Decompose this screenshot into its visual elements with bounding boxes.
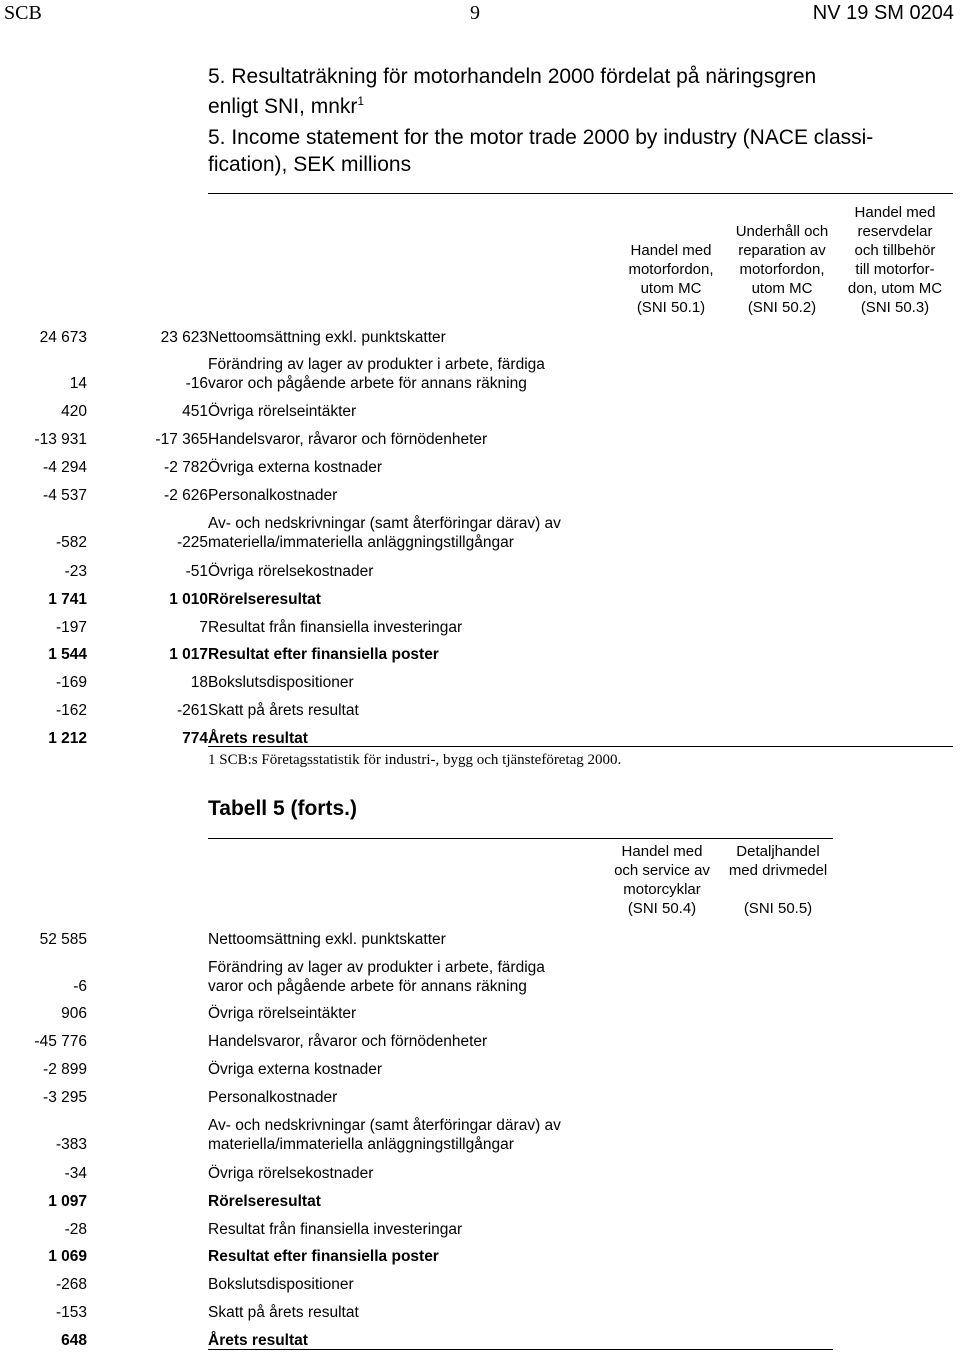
row-label [208, 1088, 337, 1107]
row-label [208, 729, 308, 748]
title-english-line2: fication), SEK millions [208, 153, 412, 176]
row-label-line: Årets resultat [208, 1332, 308, 1349]
row-label-line: varor och pågående arbete för annans räkning [208, 375, 527, 392]
row-label [208, 673, 354, 692]
row-label-line: Resultat från finansiella investeringar [208, 1221, 463, 1238]
row-label-line: Årets resultat [208, 730, 308, 747]
title-swedish-line2 [208, 89, 953, 119]
table-cell: 420 [61, 403, 87, 420]
table-cell: -45 776 [34, 1033, 87, 1050]
table-cell: 24 673 [39, 329, 87, 346]
table-cell: 52 585 [39, 931, 87, 948]
title-english [208, 124, 953, 178]
table-cell: 1 097 [48, 1193, 87, 1210]
row-label-line: Rörelseresultat [208, 1193, 321, 1210]
table-cell: -6 [73, 978, 87, 995]
table1-bottom-rule [208, 746, 953, 747]
col-header-line: (SNI 50.3) [860, 299, 930, 316]
t2-col-header-2 [708, 842, 848, 918]
row-label-line: Förändring av lager av produkter i arbete, färdiga [208, 356, 545, 373]
row-label-line: Resultat från finansiella investeringar [208, 619, 463, 636]
table-cell: -268 [55, 1276, 87, 1293]
col-header-line: Handel med [630, 242, 712, 259]
table-cell: 1 010 [169, 591, 208, 608]
row-label-line: Bokslutsdispositioner [208, 674, 354, 691]
row-label-line: materiella/immateriella anläggningstillgångar [208, 1136, 514, 1153]
page-number: 9 [470, 2, 480, 24]
col-header-line: (SNI 50.1) [636, 299, 706, 316]
table-cell: -3 295 [43, 1089, 87, 1106]
table-cell: -34 [64, 1165, 87, 1182]
row-label [208, 1004, 356, 1023]
row-label-line: Av- och nedskrivningar (samt återföringar därav) av [208, 515, 561, 532]
table-cell: 1 212 [48, 730, 87, 747]
col-header-line: (SNI 50.4) [627, 900, 697, 917]
table-cell: -28 [64, 1221, 87, 1238]
row-label [208, 1247, 439, 1266]
col-header-line [708, 880, 848, 899]
table-cell: -582 [55, 534, 87, 551]
table-cell: 906 [61, 1005, 87, 1022]
table-cell: 1 069 [48, 1248, 87, 1265]
col-header-line: och service av [614, 862, 710, 879]
row-label [208, 458, 382, 477]
row-label-line: Nettoomsättning exkl. punktskatter [208, 329, 446, 346]
table-cell: 1 741 [48, 591, 87, 608]
row-label-line: Handelsvaror, råvaror och förnödenheter [208, 1033, 488, 1050]
col-header-line: Underhåll och [735, 223, 829, 240]
row-label-line: Personalkostnader [208, 487, 338, 504]
row-label [208, 701, 359, 720]
footnote: 1 SCB:s Företagsstatistik för industri-, bygg och tjänsteföretag 2000. [208, 752, 622, 768]
row-label [208, 402, 356, 421]
row-label-line: Handelsvaror, råvaror och förnödenheter [208, 431, 488, 448]
col-header-line: (SNI 50.2) [747, 299, 817, 316]
table-cell: 18 [190, 674, 208, 691]
row-label-line: Övriga rörelseintäkter [208, 403, 357, 420]
row-label-line: Personalkostnader [208, 1089, 338, 1106]
header-right: NV 19 SM 0204 [812, 2, 954, 24]
col-header-line: med drivmedel [728, 862, 828, 879]
row-label [208, 514, 561, 552]
table1-top-rule [208, 193, 953, 194]
row-label-line: Skatt på årets resultat [208, 1304, 359, 1321]
table-cell: -2 782 [164, 459, 208, 476]
row-label [208, 355, 545, 393]
title-english-line1: 5. Income statement for the motor trade 2000 by industry (NACE classi- [208, 126, 874, 149]
table2-title: Tabell 5 (forts.) [208, 797, 357, 820]
row-label-line: Resultat efter finansiella poster [208, 646, 439, 663]
header-left: SCB [4, 2, 42, 24]
row-label [208, 590, 321, 609]
table-cell: -2 899 [43, 1061, 87, 1078]
table-cell: 1 017 [169, 646, 208, 663]
table-cell: -153 [55, 1304, 87, 1321]
table-cell: -16 [185, 375, 208, 392]
table-cell: -17 365 [155, 431, 208, 448]
table-cell: 451 [182, 403, 208, 420]
row-label [208, 645, 439, 664]
table2-top-rule [208, 838, 833, 839]
row-label-line: Skatt på årets resultat [208, 702, 359, 719]
row-label-line: Övriga externa kostnader [208, 1061, 383, 1078]
row-label [208, 1331, 308, 1350]
row-label [208, 486, 337, 505]
row-label [208, 1192, 321, 1211]
col-header-line: motorcyklar [623, 881, 701, 898]
col-header-line: don, utom MC [847, 280, 943, 297]
table-cell: -225 [176, 534, 208, 551]
title-swedish-line1: 5. Resultaträkning för motorhandeln 2000 fördelat på näringsgren [208, 65, 817, 88]
col-header-line: till motorfor- [855, 261, 935, 278]
table-cell: 23 623 [160, 329, 208, 346]
col-header-line: utom MC [640, 280, 702, 297]
t1-col-header-3 [825, 203, 960, 317]
table-cell: -197 [55, 619, 87, 636]
row-label [208, 562, 373, 581]
row-label [208, 1164, 373, 1183]
row-label-line: Rörelseresultat [208, 591, 321, 608]
table-cell: -261 [176, 702, 208, 719]
row-label-line: varor och pågående arbete för annans räkning [208, 978, 527, 995]
col-header-line: motorfordon, [739, 261, 825, 278]
col-header-line: motorfordon, [628, 261, 714, 278]
row-label-line: materiella/immateriella anläggningstillgångar [208, 534, 514, 551]
row-label-line: Bokslutsdispositioner [208, 1276, 354, 1293]
table-cell: -4 294 [43, 459, 87, 476]
table-cell: -2 626 [164, 487, 208, 504]
row-label [208, 930, 446, 949]
table-cell: -162 [55, 702, 87, 719]
row-label [208, 430, 487, 449]
row-label-line: Övriga rörelsekostnader [208, 563, 374, 580]
title-swedish [208, 64, 953, 119]
title-swedish-text: enligt SNI, mnkr [208, 95, 358, 118]
row-label [208, 1116, 561, 1154]
col-header-line: reparation av [738, 242, 826, 259]
row-label [208, 618, 462, 637]
table-cell: 1 544 [48, 646, 87, 663]
col-header-line: reservdelar [857, 223, 933, 240]
row-label-line: Nettoomsättning exkl. punktskatter [208, 931, 446, 948]
table-cell: 7 [199, 619, 208, 636]
row-label [208, 1275, 354, 1294]
row-label [208, 958, 545, 996]
row-label-line: Förändring av lager av produkter i arbete, färdiga [208, 959, 545, 976]
col-header-line: (SNI 50.5) [743, 900, 813, 917]
row-label [208, 1303, 359, 1322]
row-label-line: Av- och nedskrivningar (samt återföringar därav) av [208, 1117, 561, 1134]
table-cell: 14 [69, 375, 87, 392]
row-label [208, 328, 446, 347]
table-cell: 648 [61, 1332, 87, 1349]
col-header-line: och tillbehör [854, 242, 936, 259]
row-label [208, 1032, 487, 1051]
col-header-line: utom MC [751, 280, 813, 297]
col-header-line: Detaljhandel [736, 843, 820, 860]
table-cell: -23 [64, 563, 87, 580]
row-label-line: Resultat efter finansiella poster [208, 1248, 439, 1265]
row-label-line: Övriga rörelseintäkter [208, 1005, 357, 1022]
row-label [208, 1060, 382, 1079]
table-cell: -51 [185, 563, 208, 580]
footnote-marker: 1 [357, 94, 365, 108]
col-header-line: Handel med [854, 204, 936, 221]
row-label [208, 1220, 462, 1239]
table-cell: -4 537 [43, 487, 87, 504]
table-cell: -13 931 [34, 431, 87, 448]
table-cell: 774 [182, 730, 208, 747]
row-label-line: Övriga rörelsekostnader [208, 1165, 374, 1182]
row-label-line: Övriga externa kostnader [208, 459, 383, 476]
col-header-line: Handel med [621, 843, 703, 860]
table-cell: -169 [55, 674, 87, 691]
table-cell: -383 [55, 1136, 87, 1153]
